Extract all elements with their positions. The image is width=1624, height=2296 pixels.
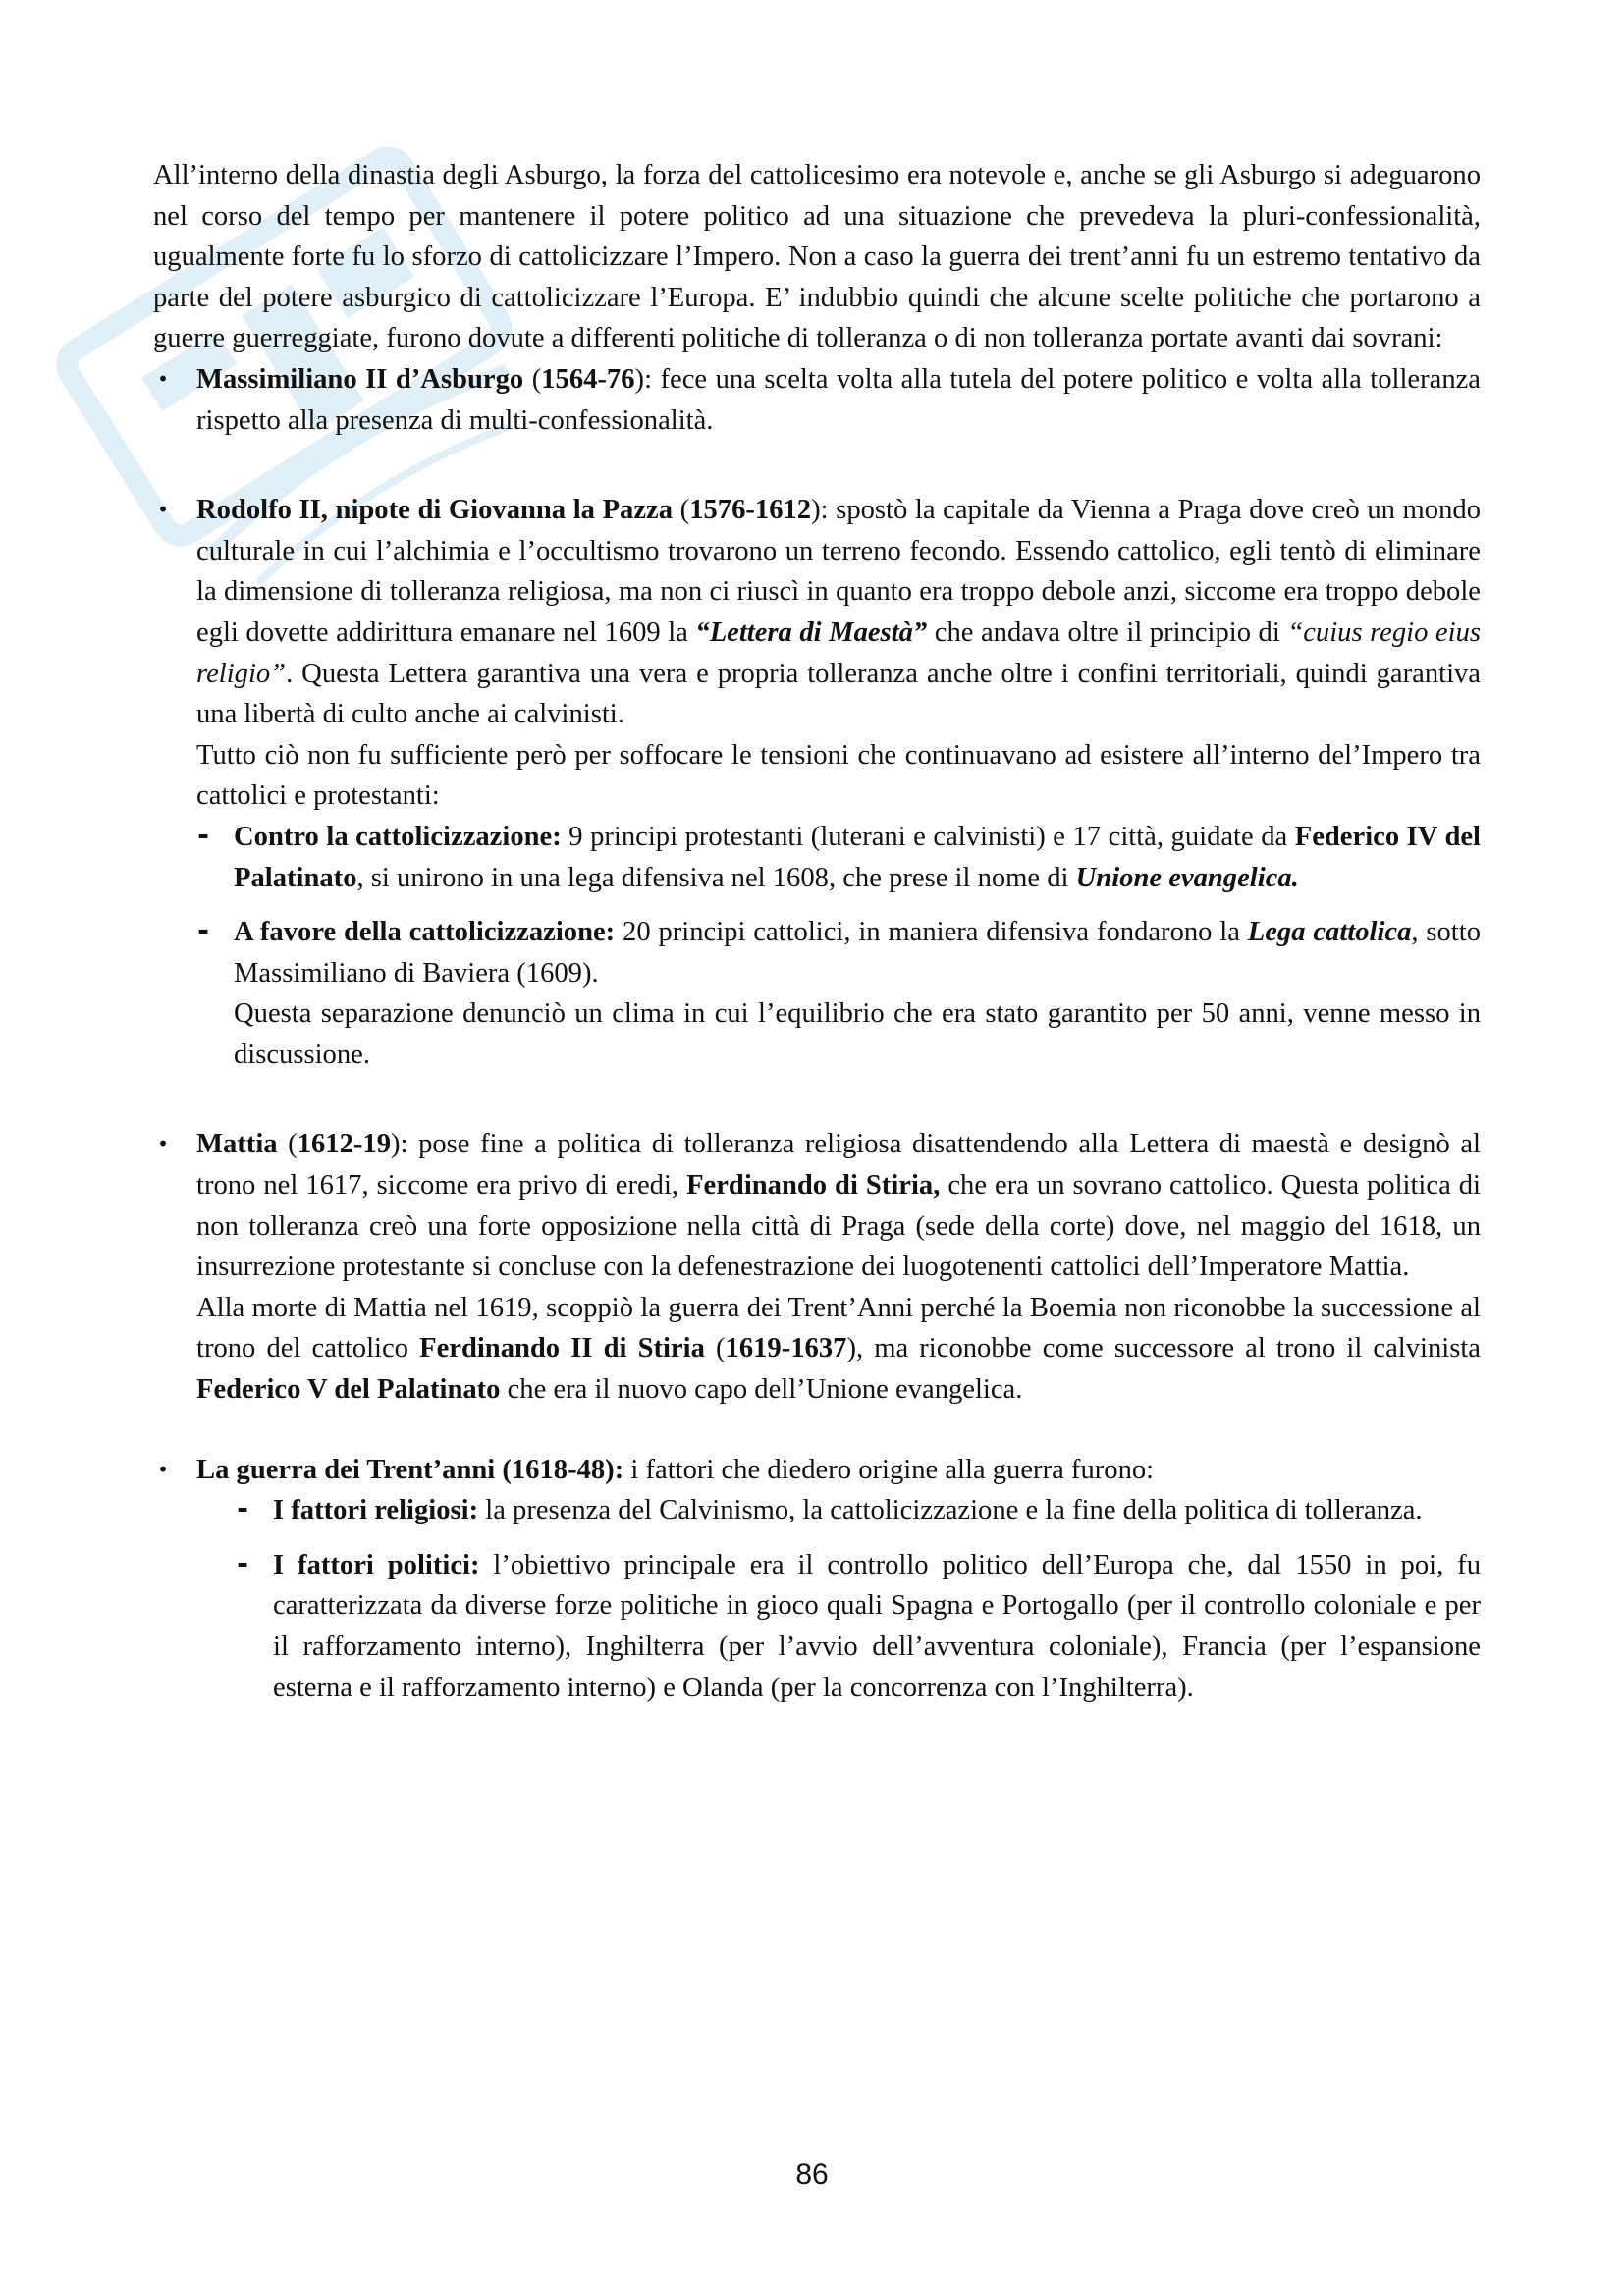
dash-icon: - — [237, 1545, 248, 1579]
favore-continuation: Questa separazione denunciò un clima in cui l’equilibrio che era stato garantito per 50 anni, venne messo in discussione. — [234, 998, 1481, 1070]
rodolfo-name: Rodolfo II, nipote di Giovanna la Pazza — [196, 495, 674, 526]
massimiliano-text: : fece una scelta volta alla tutela del potere politico e volta alla tolleranza rispetto alla presenza di multi-confessionalità. — [196, 363, 1481, 436]
massimiliano-name: Massimiliano II d’Asburgo — [196, 363, 524, 395]
guerra-heading: La guerra dei Trent’anni (1618-48): — [196, 1454, 624, 1485]
rodolfo-years: 1576-1612 — [689, 495, 812, 526]
mattia-years: 1612-19 — [297, 1129, 392, 1160]
list-item-rodolfo: • Rodolfo II, nipote di Giovanna la Pazza (1576-1612): spostò la capitale da Vienna a Praga dove creò un mondo culturale in cui l’alchimia e l’occultismo trovarono un terreno fecondo. Essendo cattolico, egli tentò di eliminare la dimensione di tolleranza religiosa, ma non ci riuscì in quanto era troppo debole anzi, siccome era troppo debole egli dovette addirittura emanare nel 1609 la “Lettera di Maestà” che andava oltre il principio di “cuius regio eius religio”. Questa Lettera garantiva una vera e propria tolleranza anche oltre i confini territoriali, quindi garantiva una libertà di culto anche ai calvinisti. — [153, 490, 1481, 735]
document-body — [153, 155, 1481, 1708]
lettera-di-maesta: “Lettera di Maestà” — [695, 616, 928, 648]
bullet-icon: • — [157, 366, 169, 391]
mattia-continuation: Alla morte di Mattia nel 1619, scoppiò la guerra dei Trent’Anni perché la Boemia non riconobbe la successione al trono del cattolico Ferdinando II di Stiria (1619-1637), ma riconobbe come successore al trono il calvinista Federico V del Palatinato che era il nuovo capo dell’Unione evangelica. — [196, 1292, 1481, 1406]
sub-item-contro: - Contro la cattolicizzazione: 9 principi protestanti (luterani e calvinisti) e 17 città, guidate da Federico IV del Palatinato, si unirono in una lega difensiva nel 1608, che prese il nome di Unione evangelica. — [153, 817, 1481, 898]
bullet-icon: • — [157, 1132, 169, 1156]
list-item-mattia: • Mattia (1612-19): pose fine a politica di tolleranza religiosa disattendendo alla Lettera di maestà e designò al trono nel 1617, siccome era privo di eredi, Ferdinando di Stiria, che era un sovrano cattolico. Questa politica di non tolleranza creò una forte opposizione nella città di Praga (sede della corte) dove, nel maggio del 1618, un insurrezione protestante si concluse con la defenestrazione dei luogotenenti cattolici dell’Imperatore Mattia. — [153, 1124, 1481, 1287]
sub-item-religiosi: - I fattori religiosi: la presenza del Calvinismo, la cattolicizzazione e la fine della politica di tolleranza. — [153, 1490, 1481, 1531]
intro-paragraph: All’interno della dinastia degli Asburgo, la forza del cattolicesimo era notevole e, anche se gli Asburgo si adeguarono nel corso del tempo per mantenere il potere politico ad una situazione che prevedeva la pluri-confessionalità, ugualmente forte fu lo sforzo di cattolicizzare l’Impero. Non a caso la guerra dei trent’anni fu un estremo tentativo da parte del potere asburgico di cattolicizzare l’Europa. E’ indubbio quindi che alcune scelte politiche che portarono a guerre guerreggiate, furono dovute a differenti politiche di tolleranza o di non tolleranza portate avanti dai sovrani: — [153, 160, 1481, 354]
bullet-icon: • — [157, 1457, 169, 1481]
dash-icon: - — [197, 913, 209, 947]
massimiliano-years: 1564-76 — [541, 363, 635, 395]
sub-item-favore: - A favore della cattolicizzazione: 20 principi cattolici, in maniera difensiva fondarono la Lega cattolica, sotto Massimiliano di Baviera (1609). — [153, 912, 1481, 993]
cuius-regio: “cuius regio eius religio” — [196, 616, 1481, 689]
page-number: 86 — [795, 2159, 829, 2191]
sub-item-politici: - I fattori politici: l’obiettivo principale era il controllo politico dell’Europa che, dal 1550 in poi, fu caratterizzata da diverse forze politiche in gioco quali Spagna e Portogallo (per il controllo coloniale e per il rafforzamento interno), Inghilterra (per l’avvio dell’avventura coloniale), Francia (per l’espansione esterna e il rafforzamento interno) e Olanda (per la concorrenza con l’Inghilterra). — [153, 1545, 1481, 1708]
bullet-icon: • — [157, 498, 169, 522]
dash-icon: - — [237, 1491, 248, 1525]
dash-icon: - — [197, 817, 209, 851]
rodolfo-continuation: Tutto ciò non fu sufficiente però per soffocare le tensioni che continuavano ad esistere all’interno del’Impero tra cattolici e protestanti: — [196, 739, 1481, 812]
list-item-guerra: • La guerra dei Trent’anni (1618-48): i fattori che diedero origine alla guerra furono: — [153, 1450, 1481, 1491]
mattia-name: Mattia — [196, 1129, 278, 1160]
list-item-massimiliano: • Massimiliano II d’Asburgo (1564-76): fece una scelta volta alla tutela del potere politico e volta alla tolleranza rispetto alla presenza di multi-confessionalità. — [153, 359, 1481, 441]
